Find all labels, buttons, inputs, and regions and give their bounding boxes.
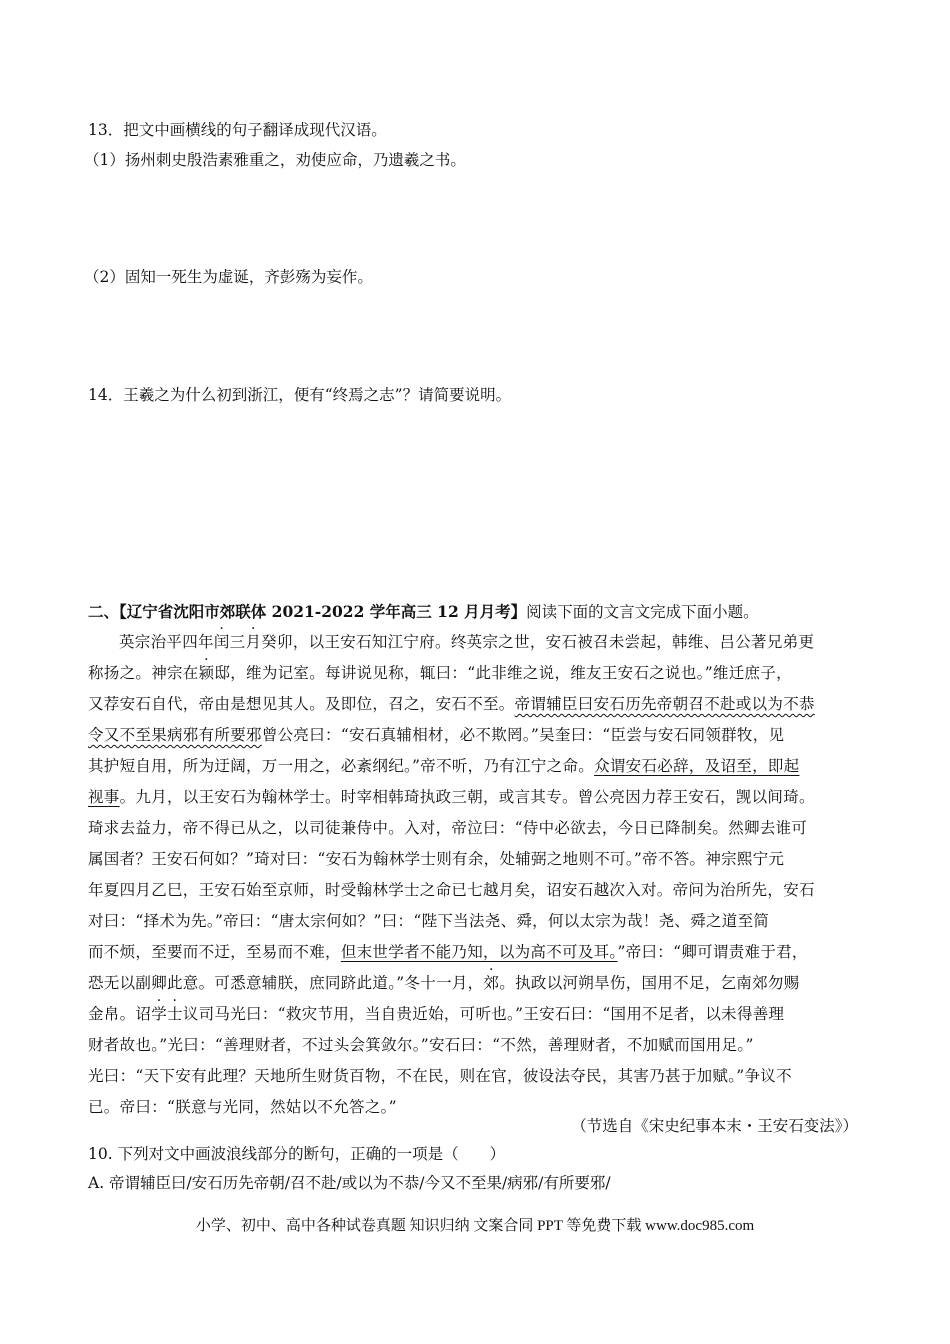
- question-13-part-1: （1）扬州刺史殷浩素雅重之，劝使应命，乃遗羲之书。: [84, 151, 466, 169]
- passage-line-16: 已。帝曰：“朕意与光同，然姑以不允答之。”: [88, 1098, 397, 1116]
- passage-text: 金帛。诏: [88, 1005, 152, 1023]
- passage-text: 称扬之。神宗在: [88, 664, 199, 682]
- underlined-sentence: 但末世学者不能乃知，以为高不可及耳。: [340, 943, 618, 961]
- passage-line-7: 琦求去益力，帝不得已从之，以司徒兼侍中。入对，帝泣曰：“侍中必欲去，今日已降制矣。然卿去谁可: [88, 819, 808, 837]
- section-2-source-bracket: 【辽宁省沈阳市郊联体 2021-2022 学年高三 12 月月考】: [119, 602, 527, 621]
- passage-text: 英宗治平四年: [119, 633, 214, 651]
- passage-line-4: [88, 723, 860, 745]
- dotted-char-jiao: 郊: [483, 974, 500, 992]
- passage-line-10: 对曰：“择术为先。”帝曰：“唐太宗何如？”曰：“陛下当法尧、舜，何以太宗为哉！尧、舜之道至简: [88, 912, 770, 930]
- question-10-option-a: A. 帝谓辅臣曰/安石历先帝朝/召不赴/或以为不恭/今又不至果/病邪/有所要邪/: [88, 1174, 611, 1192]
- passage-text: 其护短自用，所为迂阔，万一用之，必紊纲纪。”帝不听，乃有江宁之命。: [88, 757, 595, 775]
- passage-text: 议司马光曰：“救灾节用，当自贵近始，可听也。”王安石曰：“国用不足者，以未得善理: [182, 1005, 785, 1023]
- dotted-char-yue: 月: [245, 633, 262, 651]
- passage-line-3: [88, 692, 860, 714]
- passage-line-11: [88, 940, 860, 962]
- passage-line-1: [88, 630, 860, 652]
- passage-text: 又荐安石自代，帝由是想见其人。及即位，召之，安石不至。: [88, 695, 515, 713]
- section-2-prefix: 二、: [88, 602, 120, 621]
- passage-text: 三: [229, 633, 246, 651]
- underlined-sentence: 视事: [88, 788, 120, 806]
- question-14: 14．王羲之为什么初到浙江，便有“终焉之志”？请简要说明。: [88, 386, 512, 404]
- question-10-stem: 10. 下列对文中画波浪线部分的断句，正确的一项是（ ）: [88, 1145, 506, 1163]
- section-2-instruction: 阅读下面的文言文完成下面小题。: [526, 603, 759, 621]
- passage-line-9: 年夏四月乙巳，王安石始至京师，时受翰林学士之命已七越月矣，诏安石越次入对。帝问为治所先，安石: [88, 881, 815, 899]
- wavy-underlined-text: 帝谓辅臣曰安石历先帝朝召不赴或以为不恭: [514, 695, 815, 713]
- passage-text: 曾公亮曰：“安石真辅相材，必不欺罔。”吴奎曰：“臣尝与安石同领群牧，见: [261, 726, 785, 744]
- page-footer: 小学、初中、高中各种试卷真题 知识归纳 文案合同 PPT 等免费下载 www.doc985.com: [195, 1218, 755, 1234]
- passage-line-2: [88, 661, 860, 683]
- passage-line-15: 光曰：“天下安有此理？天地所生财货百物，不在民，则在官，彼设法夺民，其害乃甚于加赋。”争议不: [88, 1067, 792, 1085]
- passage-line-12: [88, 971, 860, 993]
- passage-text: 癸卯，以王安石知江宁府。终英宗之世，安石被召未尝起，韩维、吕公著兄弟更: [261, 633, 815, 651]
- passage-line-6: [88, 785, 860, 807]
- passage-line-13: [88, 1002, 860, 1024]
- question-13-part-2: （2）固知一死生为虚诞，齐彭殇为妄作。: [84, 268, 373, 286]
- passage-line-14: 财者故也。”光曰：“善理财者，不过头会箕敛尔。”安石曰：“不然，善理财者，不加赋而国用足。”: [88, 1036, 754, 1054]
- passage-source: （节选自《宋史纪事本末・王安石变法》）: [571, 1117, 858, 1135]
- wavy-underlined-text: 令又不至果病邪有所要邪: [88, 726, 262, 744]
- dotted-char-run: 闰: [213, 633, 230, 651]
- underlined-sentence: 众谓安石必辞，及诏至，即起: [594, 757, 800, 775]
- dotted-char-shi: 士: [167, 1005, 183, 1023]
- passage-text: 恐无以副卿此意。可悉意辅朕，庶同跻此道。”冬十一月，: [88, 974, 484, 992]
- passage-text: 。执政以河朔旱伤，国用不足，乞南郊勿赐: [499, 974, 800, 992]
- dotted-char-xue: 学: [151, 1005, 168, 1023]
- passage-text: 邸，维为记室。每讲说见称，辄曰：“此非维之说，维友王安石之说也。”维迁庶子，: [214, 664, 792, 682]
- passage-line-8: 属国者？王安石何如？”琦对曰：“安石为翰林学士则有余，处辅弼之地则不可。”帝不答。神宗熙宁元: [88, 850, 785, 868]
- question-13-title: 13．把文中画横线的句子翻译成现代汉语。: [88, 121, 387, 139]
- dotted-char-ying: 颍: [198, 664, 215, 682]
- passage-text: 。九月，以王安石为翰林学士。时宰相韩琦执政三朝，或言其专。曾公亮因力荐王安石，觊以间琦。: [119, 788, 815, 806]
- passage-text: 而不烦，至要而不迂，至易而不难，: [88, 943, 341, 961]
- passage-line-5: [88, 754, 860, 776]
- section-2-heading: [88, 600, 759, 622]
- passage-text: ”帝曰：“卿可谓责难于君，: [617, 943, 808, 961]
